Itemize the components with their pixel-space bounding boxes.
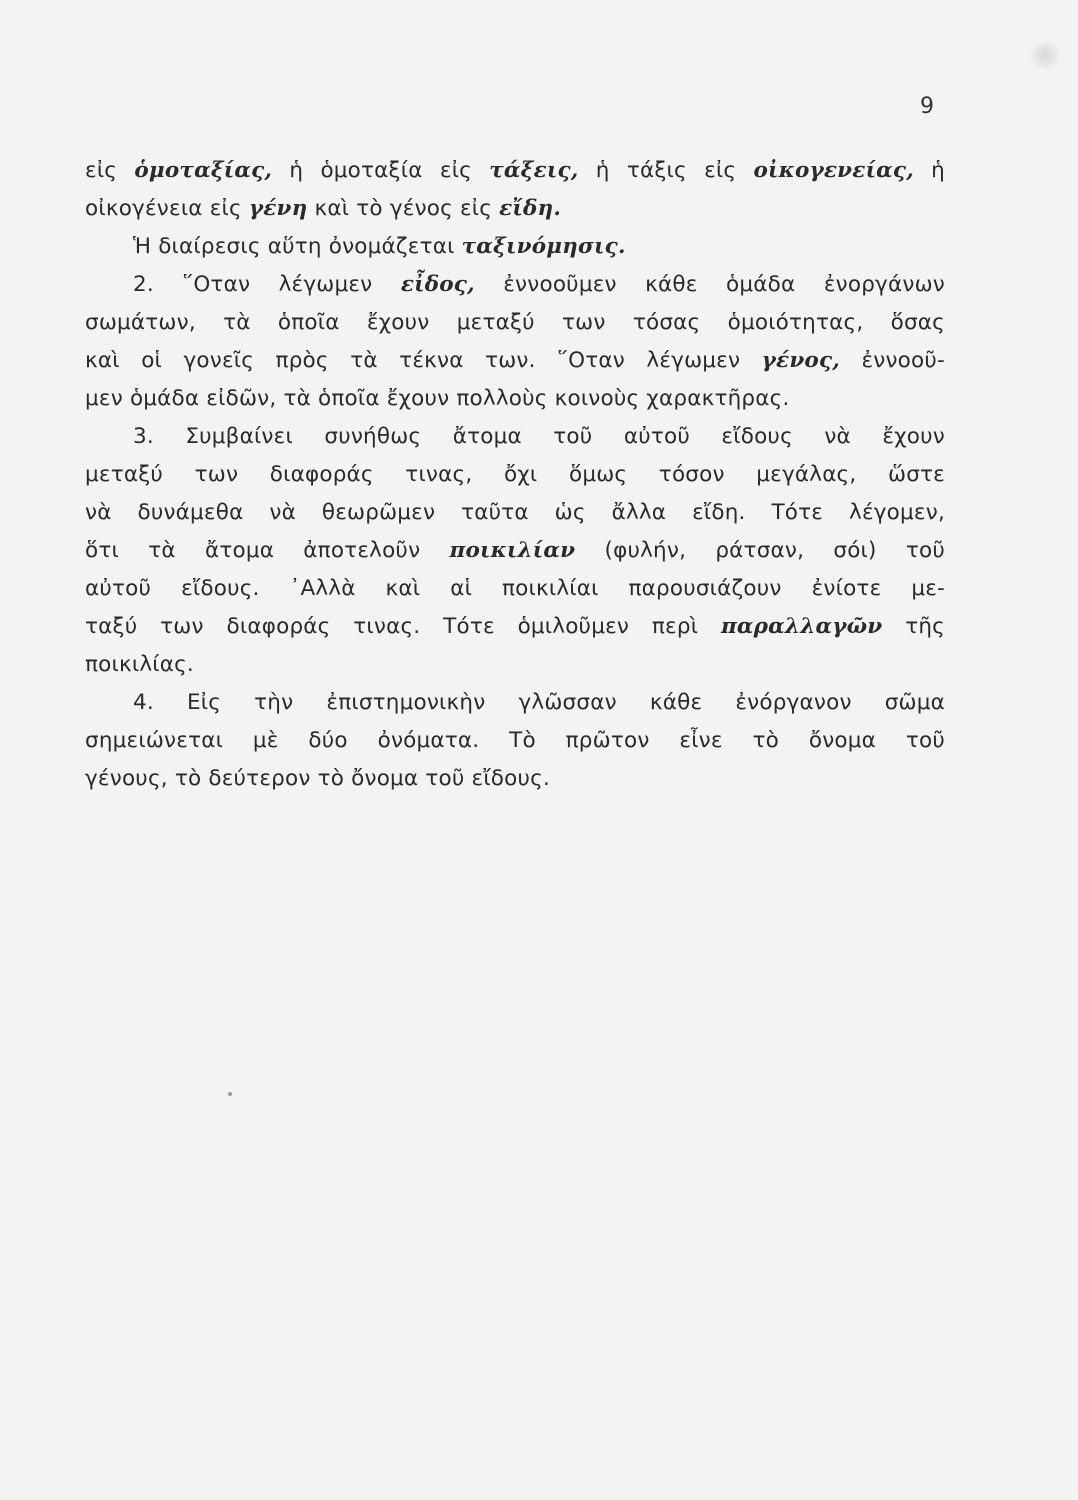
text-run: ἡ τάξις εἰς xyxy=(578,158,754,183)
text-run: καὶ τὸ γένος εἰς xyxy=(307,196,500,221)
emphasized-term: οἰκογενείας, xyxy=(753,158,914,183)
text-line xyxy=(85,532,945,570)
text-run: αὐτοῦ εἴδους. ᾿Αλλὰ καὶ αἱ ποικιλίαι παρουσιάζουν ἐνίοτε με- xyxy=(85,576,945,601)
text-run: ποικιλίας. xyxy=(85,652,194,677)
text-line xyxy=(85,380,945,418)
text-line xyxy=(85,152,945,190)
text-line xyxy=(85,722,945,760)
text-run: ὅτι τὰ ἄτομα ἀποτελοῦν xyxy=(85,538,450,563)
text-run: εἰς xyxy=(85,158,135,183)
emphasized-term: γένος, xyxy=(761,348,840,373)
text-line xyxy=(85,494,945,532)
text-line xyxy=(85,304,945,342)
text-run: ἡ ὁμοταξία εἰς xyxy=(272,158,490,183)
text-run: 2. ῞Οταν λέγωμεν xyxy=(133,272,401,297)
page-number: 9 xyxy=(920,94,934,119)
text-line xyxy=(85,684,945,722)
text-run: γένους, τὸ δεύτερον τὸ ὄνομα τοῦ εἴδους. xyxy=(85,766,551,791)
text-line xyxy=(85,418,945,456)
text-line xyxy=(85,342,945,380)
text-line xyxy=(85,228,945,266)
emphasized-term: ὁμοταξίας, xyxy=(134,158,273,183)
emphasized-term: εἶδος, xyxy=(400,272,475,297)
text-run: 4. Εἰς τὴν ἐπιστημονικὴν γλῶσσαν κάθε ἐνόργανον σῶμα xyxy=(133,690,945,715)
text-run: καὶ οἱ γονεῖς πρὸς τὰ τέκνα των. ῞Οταν λέγωμεν xyxy=(85,348,762,373)
body-text xyxy=(85,152,945,798)
text-run: μεταξύ των διαφοράς τινας, ὄχι ὅμως τόσον μεγάλας, ὥστε xyxy=(85,462,945,487)
text-line xyxy=(85,570,945,608)
emphasized-term: παραλλαγῶν xyxy=(721,614,883,639)
text-run: σημειώνεται μὲ δύο ὀνόματα. Τὸ πρῶτον εἶνε τὸ ὄνομα τοῦ xyxy=(85,728,945,753)
emphasized-term: ποικιλίαν xyxy=(449,538,576,563)
text-run: Ἡ διαίρεσις αὕτη ὀνομάζεται xyxy=(133,234,462,259)
text-line xyxy=(85,266,945,304)
text-run: ἐννοοῦμεν κάθε ὁμάδα ἐνοργάνων xyxy=(474,272,945,297)
text-run: ἡ xyxy=(913,158,945,183)
emphasized-term: τάξεις, xyxy=(489,158,579,183)
text-run: 3. Συμβαίνει συνήθως ἄτομα τοῦ αὐτοῦ εἴδους νὰ ἔχουν xyxy=(133,424,945,449)
emphasized-term: γένη xyxy=(248,196,308,221)
text-run: σωμάτων, τὰ ὁποῖα ἔχουν μεταξύ των τόσας ὁμοιότητας, ὅσας xyxy=(85,310,945,335)
emphasized-term: εἴδη. xyxy=(499,196,562,221)
page-stain xyxy=(1030,40,1060,70)
text-run: μεν ὁμάδα εἰδῶν, τὰ ὁποῖα ἔχουν πολλοὺς κοινοὺς χαρακτῆρας. xyxy=(85,386,790,411)
text-line xyxy=(85,608,945,646)
text-run: ταξύ των διαφοράς τινας. Τότε ὁμιλοῦμεν περὶ xyxy=(85,614,721,639)
text-line xyxy=(85,760,945,798)
text-line xyxy=(85,456,945,494)
text-run: τῆς xyxy=(882,614,945,639)
text-run: (φυλήν, ράτσαν, σόι) τοῦ xyxy=(575,538,945,563)
ink-speck xyxy=(228,1092,232,1096)
emphasized-term: ταξινόμησις. xyxy=(461,234,626,259)
text-run: ἐννοοῦ- xyxy=(839,348,945,373)
text-line xyxy=(85,646,945,684)
text-run: οἰκογένεια εἰς xyxy=(85,196,249,221)
text-run: νὰ δυνάμεθα νὰ θεωρῶμεν ταῦτα ὡς ἄλλα εἴδη. Τότε λέγομεν, xyxy=(85,500,945,525)
text-line xyxy=(85,190,945,228)
